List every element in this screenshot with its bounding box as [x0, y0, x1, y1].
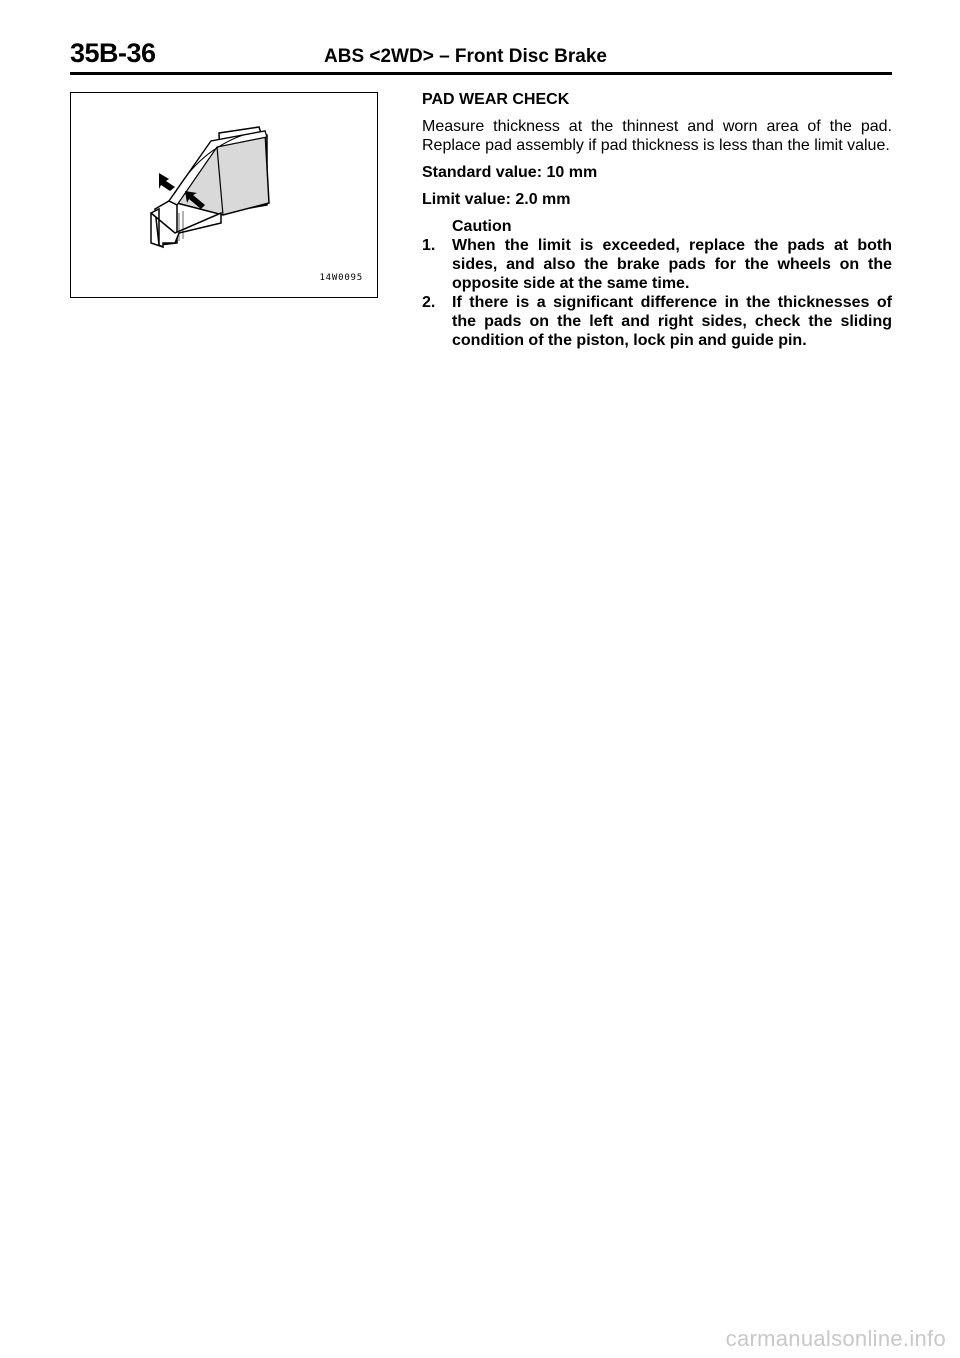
caution-item-number: 1.: [422, 237, 436, 254]
caution-item: [422, 293, 892, 350]
page-number: 35B-36: [70, 38, 156, 68]
arrow-icon: [71, 93, 377, 297]
standard-value: Standard value: 10 mm: [422, 164, 598, 181]
caution-item-text: When the limit is exceeded, replace the pads at both sides, and also the brake pads for the wheels on the opposite side at the same time.: [452, 237, 892, 292]
caution-item-number: 2.: [422, 294, 436, 311]
limit-value: Limit value: 2.0 mm: [422, 191, 571, 208]
page-title: ABS <2WD> – Front Disc Brake: [324, 46, 607, 67]
section-heading: PAD WEAR CHECK: [422, 91, 570, 108]
figure-code: 14W0095: [319, 273, 363, 283]
figure: [70, 92, 378, 298]
caution-list: [422, 236, 892, 350]
header-rule: [70, 72, 892, 75]
caution-item-text: If there is a significant difference in the thicknesses of the pads on the left and right sides, check the sliding condition of the piston, lock pin and guide pin.: [452, 294, 892, 349]
body-paragraph: Measure thickness at the thinnest and worn area of the pad. Replace pad assembly if pad thickness is less than the limit value.: [422, 118, 892, 154]
footer-watermark: carmanualsonline.info: [725, 1326, 946, 1351]
content: [422, 90, 892, 350]
caution-title: Caution: [452, 218, 512, 235]
caution-item: [422, 236, 892, 293]
